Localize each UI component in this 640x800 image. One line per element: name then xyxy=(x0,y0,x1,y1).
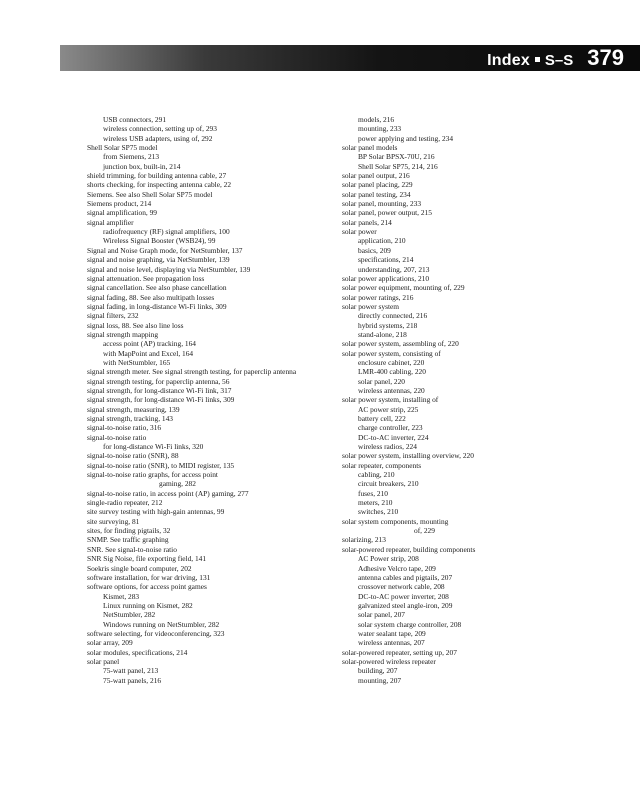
index-subentry: directly connected, 216 xyxy=(358,311,428,321)
index-entry: solar power system, assembling of, 220 xyxy=(342,339,459,349)
index-entry: solar power system, consisting of xyxy=(342,348,441,358)
index-subentry: switches, 210 xyxy=(358,507,399,517)
index-subentry: solar panel, 220 xyxy=(358,376,405,386)
index-subentry: meters, 210 xyxy=(358,498,393,508)
index-entry: shorts checking, for inspecting antenna cable, 22 xyxy=(87,180,232,190)
index-entry: site survey testing with high-gain antennas, 99 xyxy=(87,507,225,517)
index-entry: solar repeater, components xyxy=(342,460,422,470)
index-column-right xyxy=(342,115,592,685)
index-entry: signal fading, in long-distance Wi-Fi links, 309 xyxy=(87,301,227,311)
index-subentry: of, 229 xyxy=(414,526,435,536)
index-entry: signal attenuation. See propagation loss xyxy=(87,273,205,283)
index-subentry: radiofrequency (RF) signal amplifiers, 100 xyxy=(103,227,230,237)
index-subentry: power applying and testing, 234 xyxy=(358,133,454,143)
index-subentry: wireless radios, 224 xyxy=(358,442,417,452)
index-subentry: solar system charge controller, 208 xyxy=(358,619,462,629)
index-subentry: USB connectors, 291 xyxy=(103,115,167,124)
index-subentry: understanding, 207, 213 xyxy=(358,264,430,274)
index-subentry: with NetStumbler, 165 xyxy=(103,357,171,367)
index-entry: signal cancellation. See also phase cancellation xyxy=(87,283,227,293)
index-subentry: AC Power strip, 208 xyxy=(358,554,419,564)
index-entry: solar power applications, 210 xyxy=(342,273,430,283)
index-entry: signal loss, 88. See also line loss xyxy=(87,320,184,330)
index-subentry: mounting, 207 xyxy=(358,675,402,685)
index-subentry: antenna cables and pigtails, 207 xyxy=(358,572,453,582)
index-entry: single-radio repeater, 212 xyxy=(87,498,163,508)
index-entry: SNR Sig Noise, file exporting field, 141 xyxy=(87,554,207,564)
index-subentry: NetStumbler, 282 xyxy=(103,610,156,620)
index-subentry: 75-watt panels, 216 xyxy=(103,675,162,685)
index-entry: solar panel, mounting, 233 xyxy=(342,199,422,209)
index-subentry: access point (AP) tracking, 164 xyxy=(103,339,196,349)
index-subentry: fuses, 210 xyxy=(358,488,388,498)
index-subentry: mounting, 233 xyxy=(358,124,402,134)
index-entry: solar panel testing, 234 xyxy=(342,189,411,199)
index-subentry: basics, 209 xyxy=(358,245,391,255)
index-entry: solarizing, 213 xyxy=(342,535,386,545)
index-entry: solar panel placing, 229 xyxy=(342,180,413,190)
index-entry: signal fading, 88. See also multipath losses xyxy=(87,292,215,302)
index-subentry: wireless antennas, 220 xyxy=(358,385,425,395)
index-entry: shield trimming, for building antenna cable, 27 xyxy=(87,171,227,181)
index-subentry: galvanized steel angle-iron, 209 xyxy=(358,600,453,610)
index-entry: software options, for access point games xyxy=(87,582,207,592)
index-subentry: wireless connection, setting up of, 293 xyxy=(103,124,217,134)
index-entry: solar power ratings, 216 xyxy=(342,292,414,302)
index-subentry: DC-to-AC power inverter, 208 xyxy=(358,591,449,601)
index-subentry: Shell Solar SP75, 214, 216 xyxy=(358,161,438,171)
index-entry: Siemens product, 214 xyxy=(87,199,152,209)
index-entry: site surveying, 81 xyxy=(87,516,140,526)
header-bar xyxy=(60,45,640,71)
index-entry: solar power system, installing overview, 220 xyxy=(342,451,474,461)
index-entry: solar panel, power output, 215 xyxy=(342,208,432,218)
index-subentry: 75-watt panel, 213 xyxy=(103,666,159,676)
index-entry: signal strength meter. See signal strength testing, for paperclip antenna xyxy=(87,367,297,377)
index-subentry: Windows running on NetStumbler, 282 xyxy=(103,619,220,629)
index-entry: sites, for finding pigtails, 32 xyxy=(87,526,171,536)
index-entry: solar power xyxy=(342,227,377,237)
index-entry: solar panel models xyxy=(342,143,398,153)
index-subentry: crossover network cable, 208 xyxy=(358,582,445,592)
index-subentry: Wireless Signal Booster (WSB24), 99 xyxy=(103,236,216,246)
index-entry: solar system components, mounting xyxy=(342,516,449,526)
running-header xyxy=(487,45,624,71)
index-subentry: application, 210 xyxy=(358,236,406,246)
index-subentry: BP Solar BPSX-70U, 216 xyxy=(358,152,435,162)
index-subentry: for long-distance Wi-Fi links, 320 xyxy=(103,442,204,452)
index-subentry: cabling, 210 xyxy=(358,470,395,480)
index-entry: Soekris single board computer, 202 xyxy=(87,563,192,573)
index-entry: signal strength testing, for paperclip antenna, 56 xyxy=(87,376,230,386)
index-subentry: specifications, 214 xyxy=(358,255,414,265)
index-entry: solar panels, 214 xyxy=(342,217,392,227)
index-entry: signal-to-noise ratio (SNR), 88 xyxy=(87,451,179,461)
index-entry: Siemens. See also Shell Solar SP75 model xyxy=(87,189,213,199)
index-entry: solar-powered wireless repeater xyxy=(342,656,436,666)
index-entry: signal strength, for long-distance Wi-Fi link, 317 xyxy=(87,385,232,395)
index-entry: software selecting, for videoconferencing, 323 xyxy=(87,628,225,638)
index-subentry: models, 216 xyxy=(358,115,395,124)
index-subentry: with MapPoint and Excel, 164 xyxy=(103,348,194,358)
index-entry: signal-to-noise ratio (SNR), to MIDI register, 135 xyxy=(87,460,235,470)
header-section-label: Index xyxy=(487,52,530,69)
index-subentry: stand-alone, 218 xyxy=(358,329,407,339)
index-entry: signal-to-noise ratio, 316 xyxy=(87,423,162,433)
index-entry: solar panel output, 216 xyxy=(342,171,410,181)
index-subentry: hybrid systems, 218 xyxy=(358,320,418,330)
index-entry: solar-powered repeater, building components xyxy=(342,544,476,554)
index-subentry: Linux running on Kismet, 282 xyxy=(103,600,193,610)
index-subentry: LMR-400 cabling, 220 xyxy=(358,367,426,377)
index-entry: SNR. See signal-to-noise ratio xyxy=(87,544,177,554)
index-entry: signal amplifier xyxy=(87,217,134,227)
index-subentry: DC-to-AC inverter, 224 xyxy=(358,432,429,442)
index-entry: signal strength mapping xyxy=(87,329,159,339)
index-subentry: wireless antennas, 207 xyxy=(358,638,425,648)
index-subentry: water sealant tape, 209 xyxy=(358,628,426,638)
index-subentry: AC power strip, 225 xyxy=(358,404,419,414)
index-subentry: junction box, built-in, 214 xyxy=(103,161,181,171)
index-entry: signal strength, tracking, 143 xyxy=(87,414,174,423)
index-subentry: from Siemens, 213 xyxy=(103,152,160,162)
index-entry: signal-to-noise ratio xyxy=(87,432,147,442)
index-subentry: gaming, 282 xyxy=(159,479,196,489)
index-entry: solar modules, specifications, 214 xyxy=(87,647,188,657)
header-letter-range: S–S xyxy=(544,52,574,69)
index-subentry: circuit breakers, 210 xyxy=(358,479,419,489)
index-entry: signal filters, 232 xyxy=(87,311,139,321)
index-entry: Shell Solar SP75 model xyxy=(87,143,158,153)
index-entry: signal and noise graphing, via NetStumbler, 139 xyxy=(87,255,230,265)
index-subentry: wireless USB adapters, using of, 292 xyxy=(103,133,213,143)
index-entry: solar power system xyxy=(342,301,400,311)
index-subentry: Kismet, 283 xyxy=(103,591,140,601)
index-entry: Signal and Noise Graph mode, for NetStumbler, 137 xyxy=(87,245,243,255)
index-entry: signal strength, for long-distance Wi-Fi links, 309 xyxy=(87,395,235,405)
index-entry: signal-to-noise ratio graphs, for access point xyxy=(87,470,218,480)
index-entry: solar power equipment, mounting of, 229 xyxy=(342,283,465,293)
index-entry: solar array, 209 xyxy=(87,638,133,648)
index-subentry: charge controller, 223 xyxy=(358,423,423,433)
index-subentry: battery cell, 222 xyxy=(358,414,406,423)
square-bullet-icon xyxy=(535,57,540,62)
index-subentry: building, 207 xyxy=(358,666,398,676)
index-entry: SNMP. See traffic graphing xyxy=(87,535,169,545)
index-subentry: solar panel, 207 xyxy=(358,610,405,620)
index-entry: signal strength, measuring, 139 xyxy=(87,404,180,414)
index-entry: solar-powered repeater, setting up, 207 xyxy=(342,647,457,657)
index-entry: software installation, for war driving, 131 xyxy=(87,572,211,582)
index-entry: signal-to-noise ratio, in access point (AP) gaming, 277 xyxy=(87,488,249,498)
index-subentry: Adhesive Velcro tape, 209 xyxy=(358,563,436,573)
index-column-left xyxy=(87,115,337,685)
index-entry: signal amplification, 99 xyxy=(87,208,157,218)
index-entry: solar power system, installing of xyxy=(342,395,439,405)
index-subentry: enclosure cabinet, 220 xyxy=(358,357,425,367)
page-number: 379 xyxy=(587,45,624,70)
index-entry: solar panel xyxy=(87,656,120,666)
index-entry: signal and noise level, displaying via NetStumbler, 139 xyxy=(87,264,251,274)
